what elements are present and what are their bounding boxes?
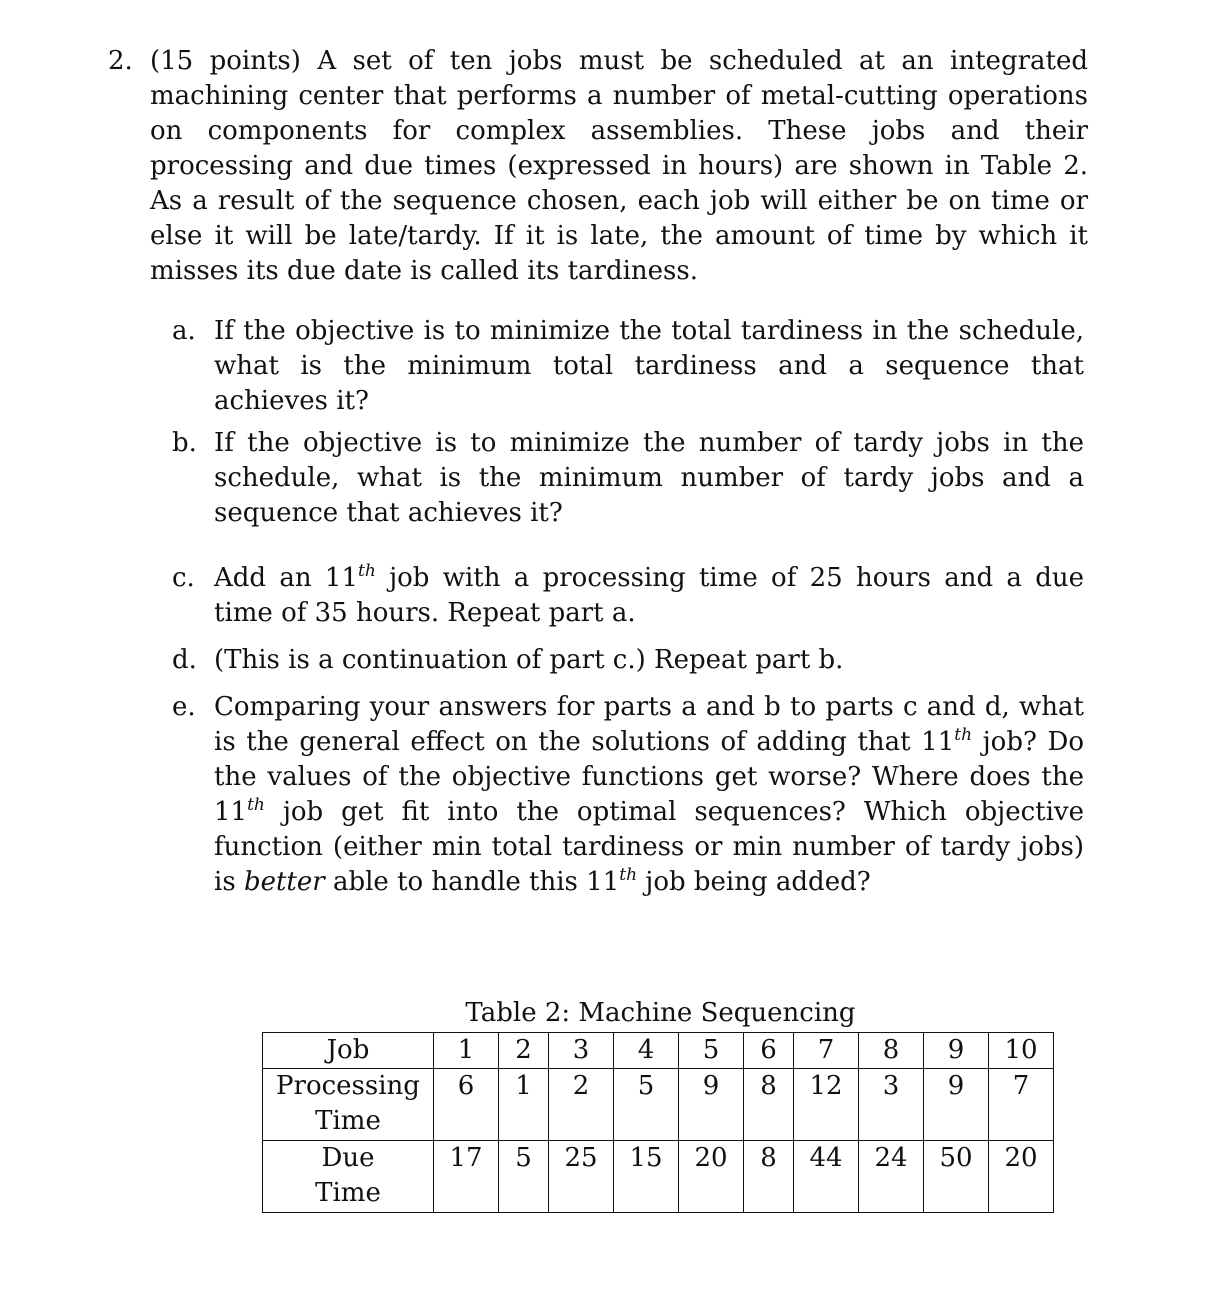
due-cell: 50 [924, 1141, 989, 1213]
job-cell: 9 [924, 1033, 989, 1069]
job-cell: 10 [989, 1033, 1054, 1069]
due-cell: 8 [744, 1141, 794, 1213]
part-e-text: Comparing your answers for parts a and b to parts c and d, what is the general effect on the solutions of adding that 11th job? Do the values of the objective functions get worse? Where does the 11th job get fit into the optimal sequences? Which objective function (either min total tardiness or min number of tardy jobs) is better able to handle this 11th job being added? [214, 692, 1084, 897]
job-cell: 3 [549, 1033, 614, 1069]
due-time-row [263, 1141, 1054, 1213]
machine-sequencing-table [262, 1032, 1054, 1213]
due-cell: 20 [679, 1141, 744, 1213]
job-row [263, 1033, 1054, 1069]
table-caption: Table 2: Machine Sequencing [465, 998, 856, 1028]
part-d-label: d. [172, 645, 197, 675]
problem-statement [108, 44, 1088, 289]
job-cell: 5 [679, 1033, 744, 1069]
due-cell: 15 [614, 1141, 679, 1213]
job-cell: 8 [859, 1033, 924, 1069]
part-b-text: If the objective is to minimize the number of tardy jobs in the schedule, what is the minimum number of tardy jobs and a sequence that achieves it? [214, 428, 1084, 528]
due-cell: 44 [794, 1141, 859, 1213]
job-header: Job [263, 1033, 434, 1069]
processing-cell: 1 [499, 1069, 549, 1141]
part-a-text: If the objective is to minimize the total tardiness in the schedule, what is the minimum total tardiness and a sequence that achieves it? [214, 316, 1084, 416]
due-time-header: Due Time [263, 1141, 434, 1213]
processing-cell: 8 [744, 1069, 794, 1141]
part-e [172, 690, 1084, 900]
part-d [172, 643, 1084, 678]
processing-time-header: Processing Time [263, 1069, 434, 1141]
part-d-text: (This is a continuation of part c.) Repeat part b. [214, 645, 844, 675]
processing-cell: 7 [989, 1069, 1054, 1141]
due-cell: 17 [434, 1141, 499, 1213]
processing-cell: 6 [434, 1069, 499, 1141]
part-c [172, 561, 1084, 631]
processing-cell: 12 [794, 1069, 859, 1141]
job-cell: 2 [499, 1033, 549, 1069]
processing-cell: 9 [924, 1069, 989, 1141]
job-cell: 6 [744, 1033, 794, 1069]
part-a [172, 314, 1084, 419]
processing-cell: 2 [549, 1069, 614, 1141]
due-cell: 5 [499, 1141, 549, 1213]
job-cell: 7 [794, 1033, 859, 1069]
due-cell: 20 [989, 1141, 1054, 1213]
processing-cell: 9 [679, 1069, 744, 1141]
due-cell: 24 [859, 1141, 924, 1213]
processing-cell: 5 [614, 1069, 679, 1141]
problem-intro: (15 points) A set of ten jobs must be scheduled at an integrated machining center that performs a number of metal-cutting operations on components for complex assemblies. These jobs and their processing and due times (expressed in hours) are shown in Table 2. As a result of the sequence chosen, each job will either be on time or else it will be late/tardy. If it is late, the amount of time by which it misses its due date is called its tardiness. [150, 46, 1088, 286]
part-b-label: b. [172, 428, 197, 458]
processing-cell: 3 [859, 1069, 924, 1141]
part-a-label: a. [172, 316, 196, 346]
job-cell: 1 [434, 1033, 499, 1069]
part-b [172, 426, 1084, 531]
problem-number: 2. [108, 46, 133, 76]
job-cell: 4 [614, 1033, 679, 1069]
processing-time-row [263, 1069, 1054, 1141]
part-c-label: c. [172, 563, 195, 593]
due-cell: 25 [549, 1141, 614, 1213]
part-e-label: e. [172, 692, 196, 722]
part-c-text: Add an 11th job with a processing time of 25 hours and a due time of 35 hours. Repeat part a. [214, 561, 1084, 628]
